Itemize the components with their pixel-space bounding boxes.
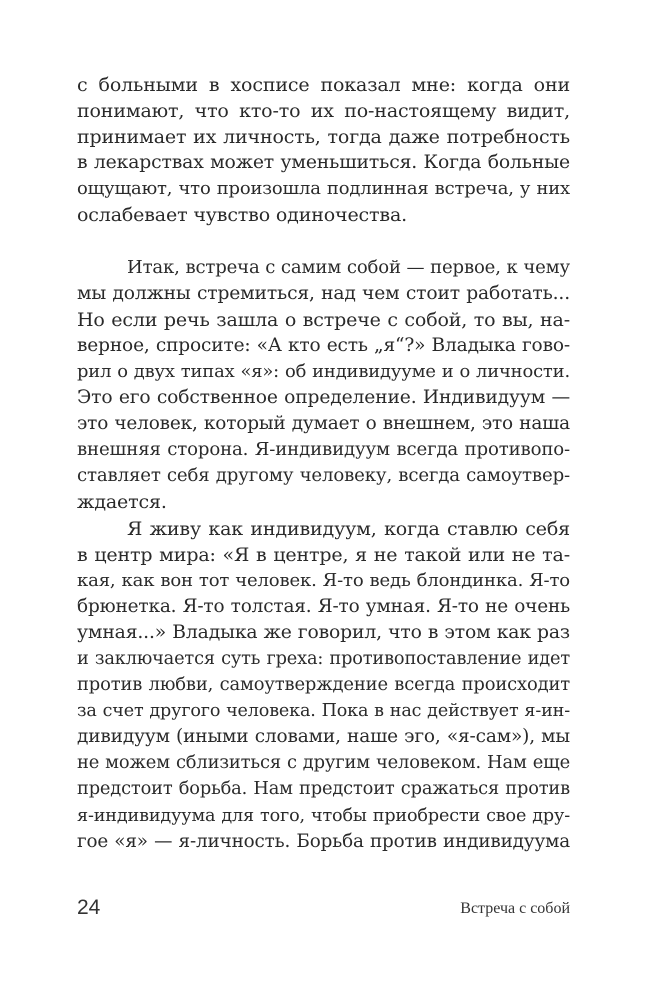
paragraph-1	[77, 72, 570, 229]
text-line: с больными в хосписе показал мне: когда они	[77, 74, 570, 96]
text-line: ослабевает чувство одиночества.	[77, 204, 408, 227]
text-line: кая, как вон тот человек. Я-то ведь блондинка. Я-то	[77, 569, 570, 591]
page-footer	[77, 896, 570, 926]
page-number: 24	[77, 896, 101, 919]
page-body	[77, 72, 570, 855]
text-line: мы должны стремиться, над чем стоит работать...	[77, 282, 570, 304]
paragraph-2	[77, 255, 570, 516]
text-line: принимает их личность, тогда даже потребность	[77, 126, 570, 149]
text-line: понимают, что кто-то их по-настоящему видит,	[77, 100, 570, 123]
text-line: ставляет себя другому человеку, всегда самоутвер-	[77, 465, 570, 487]
text-line: и заключается суть греха: противопоставление идет	[77, 648, 570, 669]
text-line: в лекарствах может уменьшиться. Когда больные	[77, 152, 570, 174]
text-line: я-индивидуума для того, чтобы приобрести свое дру-	[77, 805, 570, 826]
text-line: против любви, самоутверждение всегда происходит	[77, 674, 570, 696]
text-line: не можем сблизиться с другим человеком. Нам еще	[77, 752, 570, 774]
text-line: это человек, который думает о внешнем, это наша	[77, 413, 570, 435]
text-line: верное, спросите: «А кто есть „я“?» Владыка гово-	[77, 334, 570, 356]
text-line: внешняя сторона. Я-индивидуум всегда противопо-	[77, 439, 570, 461]
text-line: брюнетка. Я-то толстая. Я-то умная. Я-то не очень	[77, 595, 570, 617]
paragraph-gap	[77, 229, 570, 255]
text-line: Я живу как индивидуум, когда ставлю себя	[127, 517, 570, 540]
text-line: дивидуум (иными словами, наше эго, «я-сам»), мы	[77, 726, 570, 748]
text-line: Это его собственное определение. Индивидуум —	[77, 387, 570, 409]
text-line: умная...» Владыка же говорил, что в этом как раз	[77, 621, 570, 643]
text-line: предстоит борьба. Нам предстоит сражаться против	[77, 778, 570, 800]
text-line: рил о двух типах «я»: об индивидууме и о личности.	[77, 360, 570, 382]
text-line: за счет другого человека. Пока в нас действует я-ин-	[77, 701, 570, 722]
text-line: Но если речь зашла о встрече с собой, то вы, на-	[77, 308, 570, 331]
text-line: ощущают, что произошла подлинная встреча, у них	[77, 178, 570, 200]
text-line: в центр мира: «Я в центре, я не такой или не та-	[77, 543, 570, 566]
running-title: Встреча с собой	[460, 900, 570, 917]
paragraph-3	[77, 516, 570, 855]
text-line: Итак, встреча с самим собой — первое, к чему	[127, 256, 570, 278]
text-line: гое «я» — я-личность. Борьба против индивидуума	[77, 830, 570, 852]
text-line: ждается.	[77, 491, 167, 514]
